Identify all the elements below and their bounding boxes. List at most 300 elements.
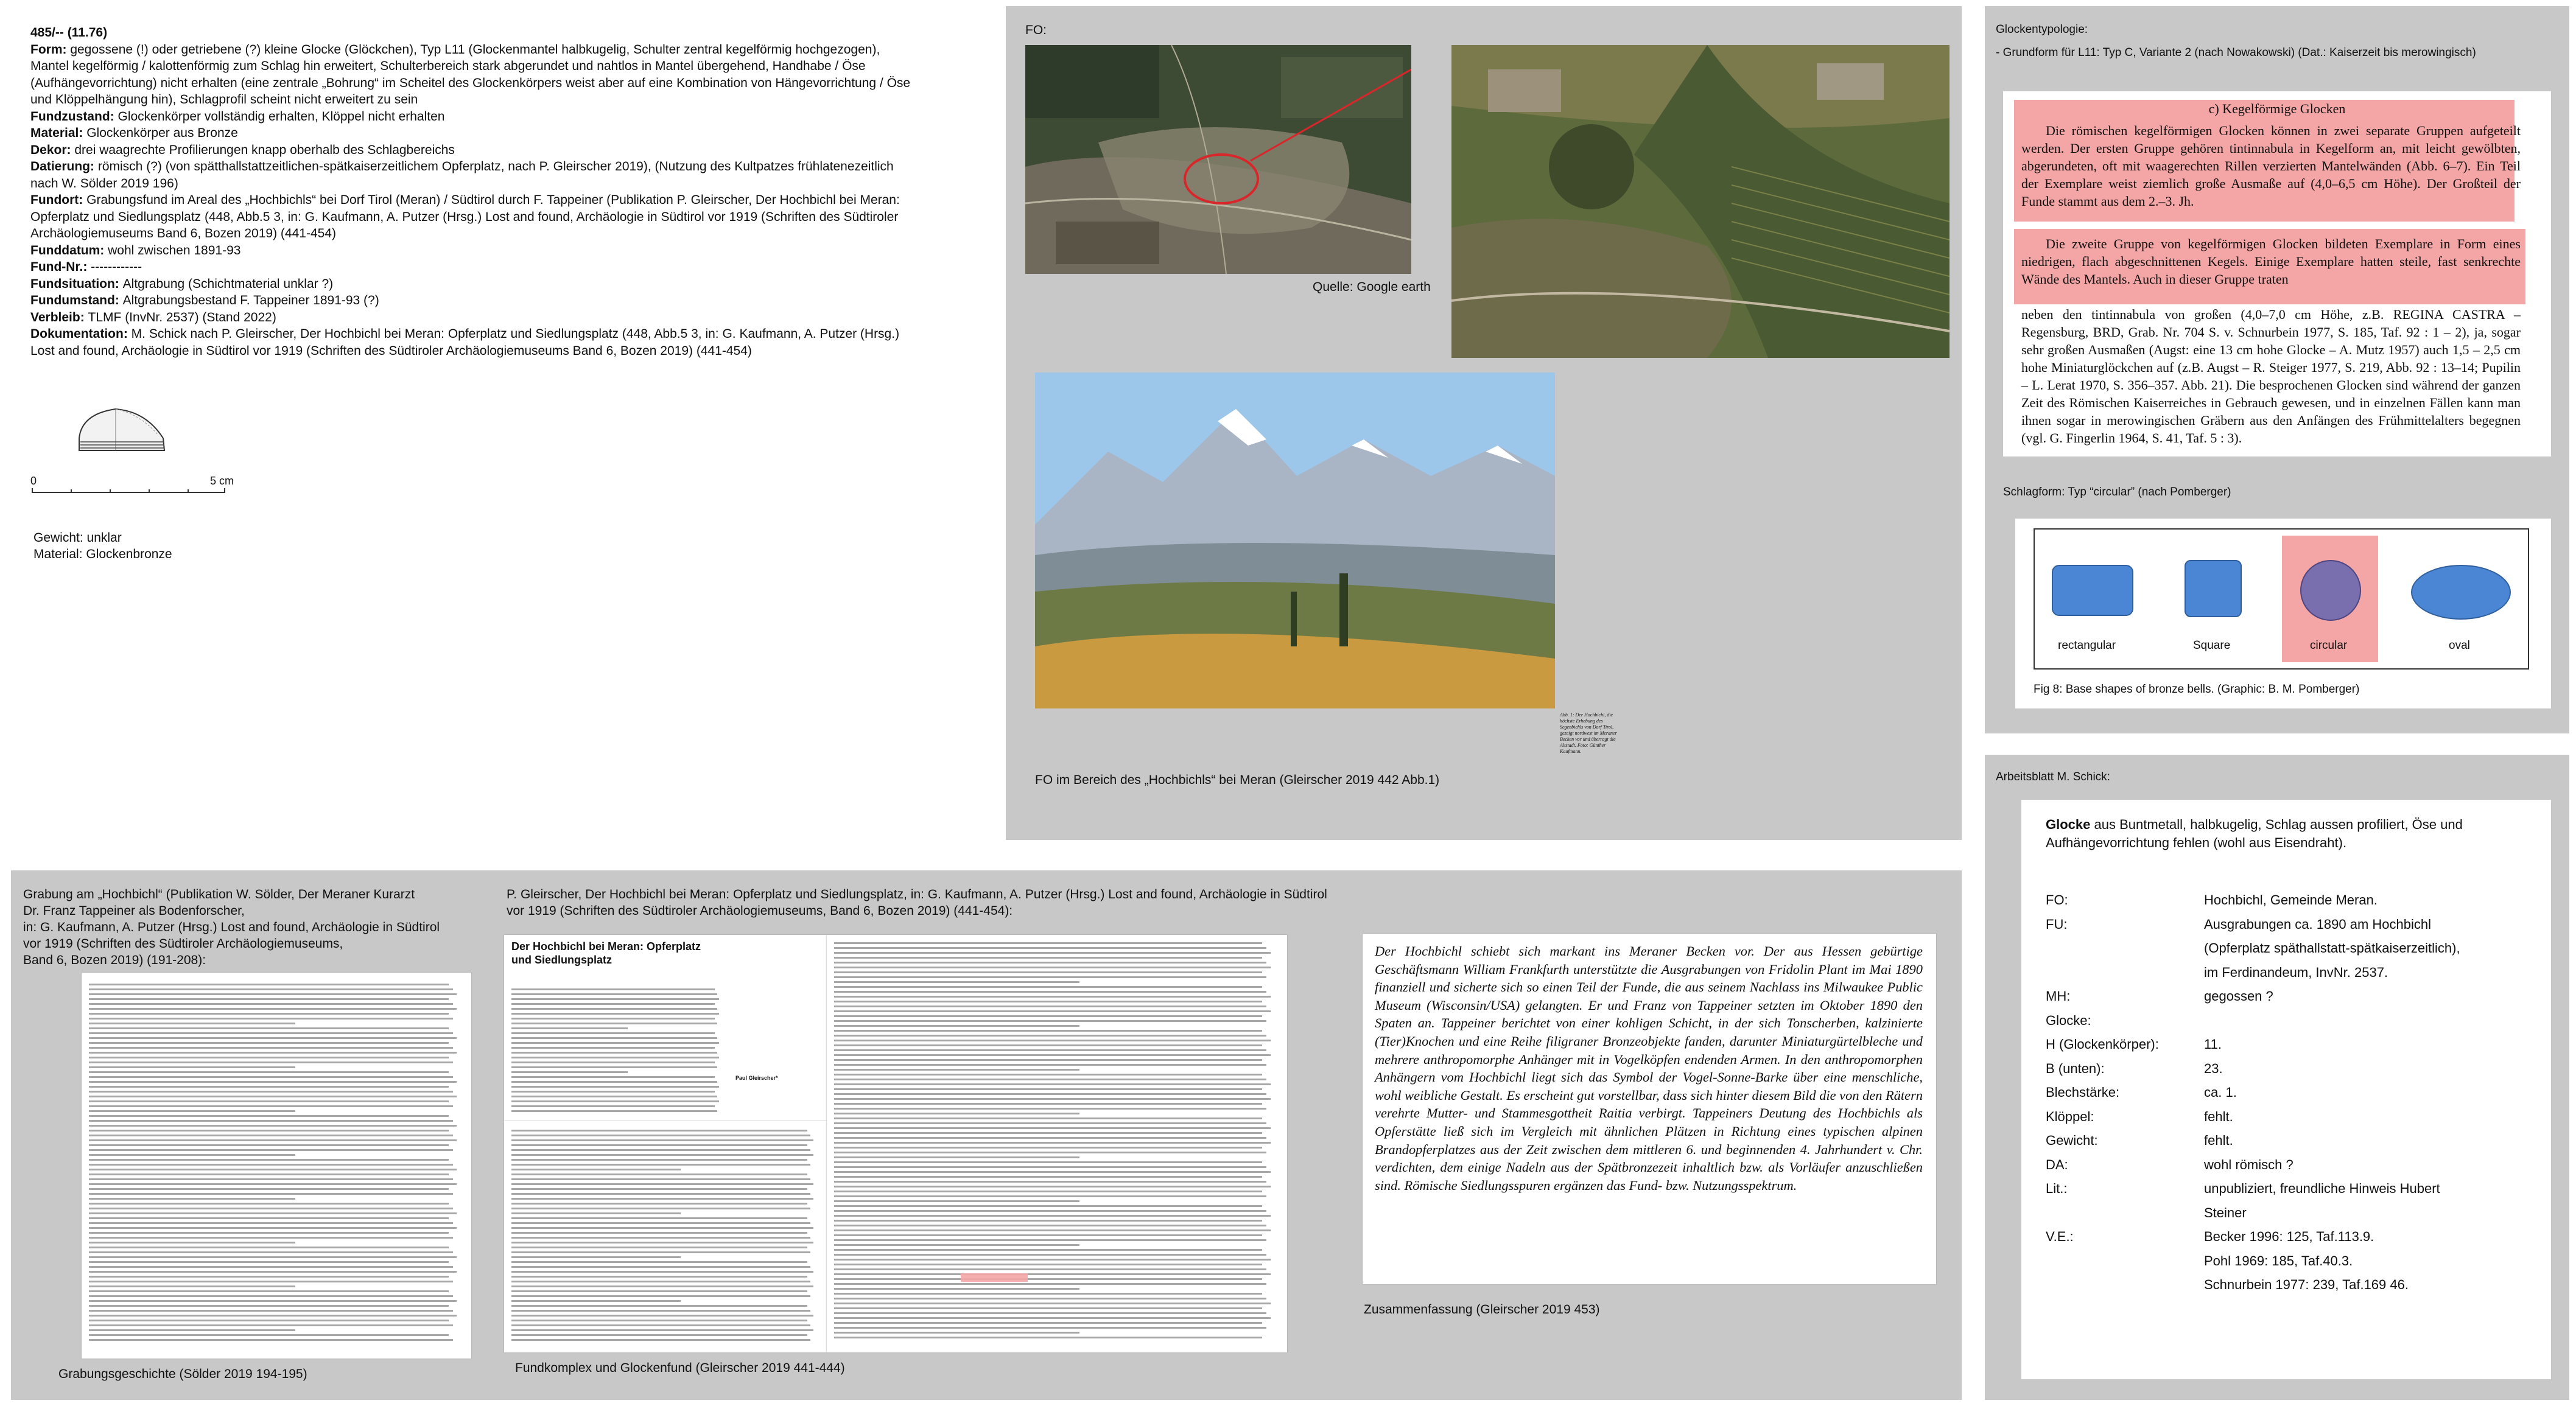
scan-text-line <box>511 1173 807 1175</box>
scan-text-line <box>834 1234 1262 1236</box>
scale-start-label: 0 <box>30 475 37 487</box>
worksheet-heading: Arbeitsblatt M. Schick: <box>1996 771 2110 783</box>
scan-text-line <box>834 1268 1266 1270</box>
scan-text-line <box>834 991 1266 993</box>
scan-text-line <box>834 1249 1262 1251</box>
catalog-label: Datierung: <box>30 159 98 173</box>
scan-text-line <box>511 1242 813 1243</box>
scan-text-line <box>511 1178 810 1180</box>
worksheet-value: 11. <box>2204 1037 2222 1052</box>
shape-figure <box>2015 519 2551 708</box>
catalog-value: Grabungsfund im Areal des „Hochbichls“ bei Dorf Tirol (Meran) / Südtirol durch F. Tappeiner (Publikation P. Gleirscher, Der Hochbichl bei Meran: <box>86 193 900 207</box>
worksheet-key: Klöppel: <box>2046 1108 2094 1124</box>
scan-text-line <box>89 1178 453 1180</box>
scan-text-line <box>89 1305 449 1307</box>
shape-label-circular: circular <box>2310 639 2348 652</box>
scan-text-line <box>89 1222 453 1224</box>
scan-text-line <box>89 1247 449 1248</box>
worksheet-key: Gewicht: <box>2046 1133 2098 1148</box>
scan-text-line <box>511 1183 813 1185</box>
scan-text-line <box>834 1035 1266 1037</box>
scan-text-line <box>511 1135 810 1136</box>
scan-text-line <box>89 1339 453 1341</box>
scan-text-line <box>511 1198 813 1200</box>
scan-text-line <box>834 1049 1266 1051</box>
scan-text-line <box>834 942 1262 944</box>
scan-text-line <box>834 1225 1266 1226</box>
worksheet-key: B (unten): <box>2046 1060 2105 1076</box>
scan-text-line <box>511 1110 717 1112</box>
scan-text-line <box>834 1254 1266 1256</box>
scan-text-line <box>511 1008 717 1010</box>
catalog-value: Archäologiemuseums Band 6, Bozen 2019) (441-454) <box>30 226 336 240</box>
catalog-value: römisch (?) (von spätthallstattzeitlichen-spätkaiserzeitlichem Opferplatz, nach P. Gleirscher 2019), (Nutzung des Kultpatzes frühlatenezeitlich <box>97 159 894 173</box>
scan-text-line <box>511 1027 628 1029</box>
scan-text-line <box>511 1042 719 1044</box>
worksheet-key: Glocke: <box>2046 1012 2091 1028</box>
catalog-line <box>30 58 980 75</box>
scan-text-line <box>834 1176 1262 1178</box>
catalog-value: Lost and found, Archäologie in Südtirol vor 1919 (Schriften des Südtiroler Archäologiemuseums Band 6, Bozen 2019) (441-454) <box>30 343 752 358</box>
bell-outline-icon <box>73 402 170 456</box>
scan-text-line <box>511 1232 807 1234</box>
scan-text-line <box>89 1324 453 1326</box>
catalog-value: gegossene (!) oder getriebene (?) kleine Glocke (Glöckchen), Typ L11 (Glockenmantel halbkugelig, Schulter zentral kegelförmig hochgezogen), <box>70 42 880 57</box>
scan-text-line <box>89 1100 449 1102</box>
worksheet-intro-rest: aus Buntmetall, halbkugelig, Schlag aussen profiliert, Öse und <box>2090 817 2463 832</box>
scan-text-line <box>834 1220 1262 1222</box>
scan-text-line <box>834 1064 1266 1066</box>
scan-text-line <box>834 1332 1079 1334</box>
scan-text-line <box>834 1025 1079 1027</box>
scan-text-line <box>834 1030 1262 1032</box>
scan-text-line <box>834 996 1271 998</box>
scan-text-line <box>511 1003 715 1005</box>
scan-text-line <box>511 1066 717 1068</box>
scan-text-line <box>834 1244 1079 1246</box>
scan-text-line <box>834 1307 1262 1309</box>
scan-text-line <box>89 1285 295 1287</box>
scan-text-line <box>511 1222 810 1224</box>
scan-text-line <box>834 1127 1271 1129</box>
catalog-line <box>30 309 980 326</box>
worksheet-value: im Ferdinandeum, InvNr. 2537. <box>2204 964 2388 980</box>
photo-note: Abb. 1: Der Hochbichl, die höchste Erhebung des Segenbichls von Dorf Tirol, gezeigt nordwest im Meraner Becken vor und überragt die Altstadt. Foto: Günther Kaufmann. <box>1560 712 1617 754</box>
scan-text-line <box>511 1188 807 1190</box>
scan-text-line <box>89 1193 453 1195</box>
soelder-scan <box>82 973 471 1359</box>
scan-text-line <box>89 1057 449 1058</box>
scan-text-line <box>834 1108 1266 1110</box>
scan-text-line <box>89 1256 457 1258</box>
scan-text-line <box>511 1047 715 1049</box>
scan-text-line <box>89 1003 453 1005</box>
scale-bar <box>30 475 237 499</box>
scan-text-line <box>511 1339 810 1341</box>
scan-text-line <box>89 1042 449 1044</box>
circular-shape-icon <box>2300 560 2361 621</box>
catalog-label: Dekor: <box>30 142 75 157</box>
scan-text-line <box>511 988 715 990</box>
scan-text-line <box>834 1259 1271 1261</box>
scan-text-line <box>834 1074 1262 1075</box>
gleirscher-scan-page3 <box>827 935 1287 1352</box>
catalog-label: Fundumstand: <box>30 293 123 307</box>
scan-text-line <box>89 1023 295 1024</box>
scan-text-line <box>834 1113 1079 1114</box>
scan-text-line <box>834 1327 1266 1329</box>
scan-text-line <box>89 1271 457 1273</box>
scan-text-line <box>834 1186 1271 1187</box>
scan-text-line <box>834 981 1079 983</box>
catalog-line <box>30 292 980 309</box>
scan-text-line <box>89 1329 295 1331</box>
scan-text-line <box>89 1110 295 1112</box>
scan-text-line <box>511 1266 810 1268</box>
scan-text-line <box>89 1047 453 1049</box>
catalog-value: Mantel kegelförmig / kalottenförmig zum Schlag hin erweitert, Schulterbereich stark abgerundet und nahtlos in Mantel übergehend, Handhabe / Öse <box>30 59 866 73</box>
scan-text-line <box>511 1091 715 1093</box>
scan-text-line <box>834 1147 1262 1149</box>
scan-text-line <box>834 1200 1079 1202</box>
scan-text-line <box>89 1310 453 1312</box>
scan-text-line <box>834 1142 1271 1144</box>
scan-text-line <box>89 1032 453 1034</box>
catalog-value: (Aufhängevorrichtung) nicht erhalten (eine zentrale „Bohrung“ im Scheitel des Glockenkörpers weist aber auf eine Kombination von Hängevorrichtung / Öse <box>30 75 911 90</box>
scan-text-line <box>834 1210 1266 1212</box>
scan-text-line <box>511 1208 810 1209</box>
catalog-label: Fundort: <box>30 193 87 207</box>
scan-text-line <box>834 1171 1271 1173</box>
catalog-line <box>30 108 980 125</box>
scan-text-line <box>89 1242 295 1243</box>
catalog-line <box>30 242 980 259</box>
catalog-label: Fundzustand: <box>30 109 118 124</box>
scan-highlight <box>961 1273 1028 1282</box>
scan-text-line <box>511 1305 807 1307</box>
scan-text-line <box>89 1232 449 1234</box>
scan-text-line <box>834 957 1262 959</box>
scan-text-line <box>511 1320 807 1321</box>
scan-text-line <box>834 1278 1262 1280</box>
worksheet-key: Lit.: <box>2046 1181 2068 1196</box>
scan-text-line <box>834 967 1271 968</box>
scan-text-line <box>834 1298 1266 1299</box>
typology-panel <box>1985 6 2569 733</box>
scan-text-line <box>511 1290 807 1292</box>
satellite-map-detail <box>1451 45 1950 358</box>
catalog-line <box>30 175 980 192</box>
scan-text-line <box>89 1281 453 1282</box>
catalog-value: Glockenkörper vollständig erhalten, Klöppel nicht erhalten <box>118 109 445 124</box>
excerpt-para2a: Die zweite Gruppe von kegelförmigen Glocken bildeten Exemplare in Form eines niedrigen, flach abgeschnittenen Kegels. Einige Exemplare hatten steile, fast senkrechte Wände des Mantels. Auch in dieser Gruppe traten <box>2021 236 2521 287</box>
scan-text-line <box>89 1052 457 1054</box>
left-caption: Grabungsgeschichte (Sölder 2019 194-195) <box>58 1367 307 1381</box>
scan-text-line <box>89 1071 449 1073</box>
scan-text-line <box>834 1215 1271 1217</box>
bottom-panel <box>11 870 1962 1400</box>
scan-text-line <box>89 1125 457 1127</box>
scan-text-line <box>511 1237 810 1239</box>
scan-text-line <box>834 1317 1271 1319</box>
worksheet-key: H (Glockenkörper): <box>2046 1037 2159 1052</box>
scan-text-line <box>834 971 1262 973</box>
scan-text-line <box>89 1086 449 1088</box>
article-author: Paul Gleirscher* <box>735 1075 778 1081</box>
rectangular-shape-icon <box>2052 565 2133 616</box>
shape-label-oval: oval <box>2449 639 2470 652</box>
map-source: Quelle: Google earth <box>1313 280 1431 294</box>
scan-text-line <box>511 1100 719 1102</box>
scan-text-line <box>511 993 717 995</box>
oval-shape-icon <box>2411 565 2511 620</box>
scan-text-line <box>511 1164 810 1166</box>
scan-text-line <box>89 1061 453 1063</box>
scan-text-line <box>89 1027 449 1029</box>
scan-text-line <box>834 1273 1271 1275</box>
scan-text-line <box>89 1295 453 1297</box>
catalog-line <box>30 91 980 108</box>
worksheet-intro-line2: Aufhängevorrichtung fehlen (wohl aus Eisendraht). <box>2046 835 2347 850</box>
square-shape-icon <box>2185 560 2242 617</box>
scan-text-line <box>89 1008 457 1010</box>
shape-figure-caption: Fig 8: Base shapes of bronze bells. (Graphic: B. M. Pomberger) <box>2034 683 2360 696</box>
scan-text-line <box>89 1076 453 1078</box>
worksheet-panel <box>1985 755 2569 1400</box>
scan-text-line <box>834 1001 1262 1002</box>
bell-drawing <box>73 402 170 456</box>
scan-text-line <box>834 1166 1266 1168</box>
gleirscher-scan-page1 <box>504 935 827 1121</box>
scan-text-line <box>834 1117 1262 1119</box>
scan-text-line <box>834 1088 1262 1090</box>
scan-text-line <box>834 1322 1262 1324</box>
worksheet-key: V.E.: <box>2046 1229 2074 1244</box>
scan-text-line <box>834 1044 1262 1046</box>
catalog-line <box>30 192 980 209</box>
scan-text-line <box>89 993 457 995</box>
scan-text-line <box>511 1149 810 1151</box>
scan-text-line <box>89 1081 457 1083</box>
scan-text-line <box>834 1122 1266 1124</box>
mid-source-title: P. Gleirscher, Der Hochbichl bei Meran: Opferplatz und Siedlungsplatz, in: G. Kaufmann, A. Putzer (Hrsg.) Lost and found, Archäologie in Südtirol vor 1919 (Schriften des Südtiroler Archäologiemuseums, Band 6, Bozen 2019) (441-454): <box>507 887 1327 918</box>
catalog-label: Form: <box>30 42 71 57</box>
scale-end-label: 5 cm <box>210 475 234 487</box>
worksheet-value: fehlt. <box>2204 1133 2233 1148</box>
scan-text-line <box>511 1154 813 1156</box>
scan-text-line <box>511 1096 717 1097</box>
scan-text-line <box>89 1266 453 1268</box>
scan-text-line <box>834 1152 1266 1153</box>
catalog-block <box>30 24 980 359</box>
map-panel-title: FO: <box>1025 23 1047 37</box>
scan-text-line <box>511 1295 810 1297</box>
catalog-value: TLMF (InvNr. 2537) (Stand 2022) <box>88 310 276 324</box>
scan-text-line <box>834 1137 1266 1139</box>
worksheet-value: unpubliziert, freundliche Hinweis Hubert <box>2204 1181 2440 1196</box>
map-panel <box>1006 6 1962 840</box>
scan-text-line <box>89 998 449 1000</box>
scan-text-line <box>834 1156 1079 1158</box>
scan-text-line <box>511 1076 715 1078</box>
shape-heading: Schlagform: Typ “circular” (nach Pomberger) <box>2003 486 2231 498</box>
scan-text-line <box>834 1205 1262 1207</box>
worksheet-key: Blechstärke: <box>2046 1085 2120 1100</box>
typology-heading: Glockentypologie: <box>1996 23 2088 36</box>
worksheet-intro <box>2046 816 2463 852</box>
worksheet-value: (Opferplatz späthallstatt-spätkaiserzeitlich), <box>2204 940 2460 956</box>
worksheet-key: FO: <box>2046 892 2068 908</box>
catalog-value: Altgrabung (Schichtmaterial unklar ?) <box>122 276 334 291</box>
scan-text-line <box>89 1203 449 1205</box>
scan-text-line <box>511 1227 813 1229</box>
catalog-line <box>30 41 980 58</box>
scan-text-line <box>511 1144 807 1146</box>
scan-text-line <box>834 1103 1262 1105</box>
scan-text-line <box>834 1239 1266 1241</box>
catalog-value: Opferplatz und Siedlungsplatz (448, Abb.5 3, in: G. Kaufmann, A. Putzer (Hrsg.) Lost and found, Archäologie in Südtirol vor 1919 (Schriften des Südtiroler <box>30 209 899 224</box>
catalog-value: Altgrabungsbestand F. Tappeiner 1891-93 (?) <box>122 293 379 307</box>
scan-text-line <box>511 1261 807 1263</box>
worksheet-value: ca. 1. <box>2204 1085 2237 1100</box>
scan-text-line <box>834 1293 1262 1295</box>
catalog-line <box>30 343 980 360</box>
scan-text-line <box>511 1300 681 1302</box>
scan-text-line <box>89 1066 295 1068</box>
scan-text-line <box>834 1015 1262 1017</box>
catalog-line <box>30 326 980 343</box>
scan-text-line <box>89 1198 295 1200</box>
summary-box <box>1363 934 1936 1284</box>
weight-label: Gewicht: unklar <box>33 531 122 545</box>
gleirscher-scan-page2 <box>504 1121 827 1352</box>
scan-text-line <box>511 1310 810 1312</box>
scan-text-line <box>89 1261 449 1263</box>
worksheet-key: MH: <box>2046 988 2071 1004</box>
scan-text-line <box>89 1251 453 1253</box>
scan-text-line <box>89 1120 453 1122</box>
scan-text-line <box>511 1212 681 1214</box>
scan-text-line <box>511 1247 807 1248</box>
scan-text-line <box>89 1227 457 1229</box>
scan-text-line <box>511 1052 717 1054</box>
scan-text-line <box>834 1288 1079 1290</box>
scan-text-line <box>834 1312 1266 1314</box>
scan-text-line <box>511 1169 681 1170</box>
worksheet-value: Ausgrabungen ca. 1890 am Hochbichl <box>2204 916 2432 932</box>
catalog-line <box>30 125 980 142</box>
scan-text-line <box>89 1217 449 1219</box>
scan-text-line <box>89 1144 449 1146</box>
mid-caption: Fundkomplex und Glockenfund (Gleirscher 2019 441-444) <box>515 1361 845 1375</box>
scan-text-line <box>89 1290 449 1292</box>
catalog-value: ------------ <box>91 260 142 274</box>
scan-text-line <box>834 1191 1262 1192</box>
scan-text-line <box>834 986 1262 988</box>
scan-text-line <box>89 1139 457 1141</box>
material-label: Material: Glockenbronze <box>33 547 172 561</box>
catalog-line <box>30 142 980 159</box>
scan-text-line <box>89 1212 457 1214</box>
scan-text-line <box>511 1018 715 1020</box>
scan-text-line <box>834 1059 1262 1061</box>
scan-text-line <box>89 1037 457 1039</box>
typology-excerpt <box>2003 91 2551 456</box>
scan-text-line <box>511 1037 717 1039</box>
catalog-label: Dokumentation: <box>30 327 132 341</box>
catalog-label: Material: <box>30 126 87 140</box>
scan-text-line <box>89 1208 453 1209</box>
scan-text-line <box>834 947 1266 949</box>
left-source-title: Grabung am „Hochbichl“ (Publikation W. Sölder, Der Meraner Kurarzt Dr. Franz Tappeiner als Bodenforscher, in: G. Kaufmann, A. Putzer (Hrsg.) Lost and found, Archäologie in Südtirol vor 1919 (Schriften des Südtiroler Archäologiemuseums, Band 6, Bozen 2019) (191-208): <box>23 887 440 967</box>
shape-label-rectangular: rectangular <box>2058 639 2116 652</box>
scan-text-line <box>511 1086 719 1088</box>
excerpt-title: c) Kegelförmige Glocken <box>2208 101 2346 116</box>
worksheet-value: Schnurbein 1977: 239, Taf.169 46. <box>2204 1277 2409 1292</box>
catalog-label: Fundsituation: <box>30 276 123 291</box>
scan-text-line <box>834 976 1266 978</box>
scan-text-line <box>834 1020 1266 1022</box>
landscape-photo <box>1035 372 1555 708</box>
scan-text-line <box>89 1096 457 1097</box>
scan-text-line <box>834 1181 1266 1183</box>
scan-text-line <box>511 1023 717 1024</box>
catalog-line <box>30 158 980 175</box>
scan-text-line <box>89 1018 453 1020</box>
catalog-line <box>30 225 980 242</box>
scan-text-line <box>834 1010 1271 1012</box>
scan-text-line <box>89 1300 457 1302</box>
scan-text-line <box>834 1079 1266 1080</box>
worksheet-sheet <box>2021 800 2551 1379</box>
worksheet-intro-bold: Glocke <box>2046 817 2091 832</box>
scan-text-line <box>834 1132 1262 1134</box>
worksheet-key: FU: <box>2046 916 2068 932</box>
scan-text-line <box>89 1237 453 1239</box>
scan-text-line <box>834 952 1271 954</box>
scan-text-line <box>89 1164 453 1166</box>
scan-text-line <box>511 1130 807 1131</box>
worksheet-value: gegossen ? <box>2204 988 2273 1004</box>
scan-text-line <box>834 1161 1262 1163</box>
scan-text-line <box>511 1285 813 1287</box>
article-title: Der Hochbichl bei Meran: Opferplatz und Siedlungsplatz <box>511 940 701 966</box>
worksheet-value: Steiner <box>2204 1205 2247 1220</box>
scan-text-line <box>89 1169 457 1170</box>
catalog-line <box>30 75 980 92</box>
scan-text-line <box>89 984 449 985</box>
scan-text-line <box>511 1013 719 1015</box>
scan-text-line <box>511 1193 810 1195</box>
scan-text-line <box>89 1334 449 1336</box>
scan-text-line <box>89 1154 295 1156</box>
scan-text-line <box>89 1130 449 1131</box>
worksheet-value: Hochbichl, Gemeinde Meran. <box>2204 892 2378 908</box>
scan-text-line <box>511 1105 715 1107</box>
scan-text-line <box>89 1173 449 1175</box>
scan-text-line <box>834 1069 1079 1071</box>
worksheet-value: Becker 1996: 125, Taf.113.9. <box>2204 1229 2374 1244</box>
excerpt-para2b: neben den tintinnabula von großen (4,0–7,0 cm Höhe, z.B. REGINA CASTRA – Regensburg, BRD, Grab. Nr. 704 S. v. Schnurbein 1977, S. 185, Taf. 92 : 1 – 2), ja, sogar sehr großen Ausmaßen (Augst: eine 13 cm hohe Glocke – A. Mutz 1957) auch 1,5 – 2,5 cm hohe Miniaturglöckchen auf (z.B. Augst – R. Steiger 1977, S. 219, Abb. 92 : 13–14; Pupilin – L. Lerat 1970, S. 356–357. Abb. 21). Die besprochenen Glocken sind während der ganzen Zeit des Römischen Kaiserreiches in Gebrauch gewesen, und in einzelnen Fällen kann man ihnen sogar in merowingischen Gräbern aus den Anfängen des Frühmittelalters begegnen (vgl. G. Fingerlin 1964, S. 41, Taf. 5 : 3). <box>2021 307 2521 446</box>
catalog-label: Funddatum: <box>30 243 108 257</box>
catalog-value: wohl zwischen 1891-93 <box>108 243 241 257</box>
worksheet-value: wohl römisch ? <box>2204 1156 2293 1172</box>
scan-text-line <box>511 1057 719 1058</box>
scan-text-line <box>834 1083 1271 1085</box>
scan-text-line <box>834 1264 1262 1265</box>
catalog-line <box>30 259 980 276</box>
catalog-lines <box>30 41 980 360</box>
